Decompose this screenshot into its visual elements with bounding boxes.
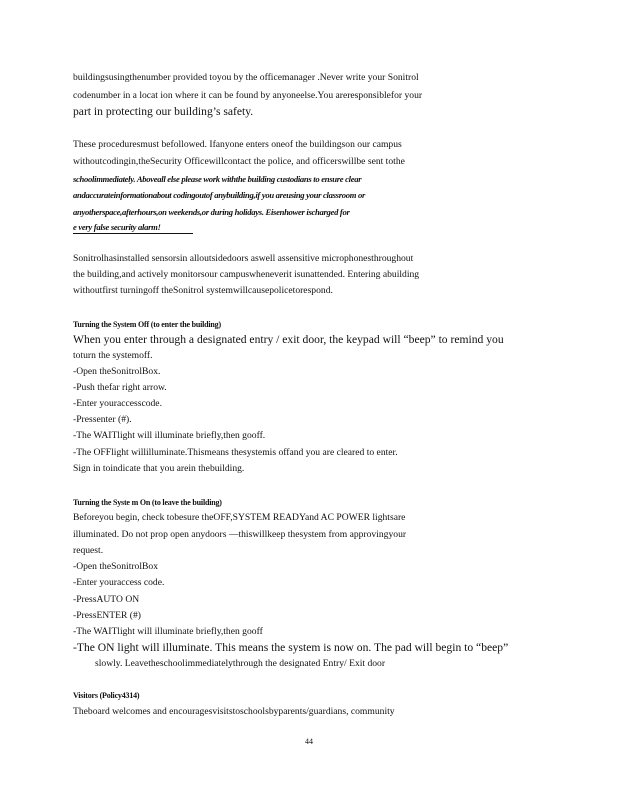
list-item: -Enter youraccess code. (73, 577, 165, 588)
text-line: When you enter through a designated entry / exit door, the keypad will “beep” to remind you (73, 333, 504, 346)
list-item: -Push thefar right arrow. (73, 382, 167, 393)
text-line: withoutfirst turningoff theSonitrol systemwillcausepolicetorespond. (73, 285, 333, 296)
list-item: -The WAITlight will illuminate briefly,then gooff (73, 626, 263, 637)
section-heading: Turning the System Off (to enter the building) (73, 320, 221, 329)
text-line: withoutcodingin,theSecurity Officewillcontact the police, and officerswillbe sent tothe (73, 156, 405, 167)
section-heading: Turning the Syste m On (to leave the building) (73, 498, 222, 507)
page-number: 44 (305, 737, 313, 746)
list-item: -Pressenter (#). (73, 414, 132, 425)
text-line: These proceduresmust befollowed. Ifanyone enters oneof the buildingson our campus (73, 139, 402, 150)
list-item: -The WAITlight will illuminate briefly,then gooff. (73, 430, 266, 441)
text-line: buildingsusingthenumber provided toyou by the officemanager .Never write your Sonitrol (73, 72, 419, 83)
section-heading: Visitors (Policy4314) (73, 691, 140, 700)
text-line: slowly. Leavetheschoolimmediatelythrough the designated Entry/ Exit door (95, 658, 386, 669)
list-item: -PressAUTO ON (73, 594, 140, 605)
text-line: e very false security alarm! (73, 221, 193, 234)
list-item: -The ON light will illuminate. This means the system is now on. The pad will begin to “beep” (73, 641, 509, 654)
text-line: the building,and actively monitorsour campuswheneverit isunattended. Entering abuilding (73, 269, 420, 280)
text-line: illuminated. Do not prop open anydoors —thiswillkeep thesystem from approvingyour (73, 529, 407, 540)
text-line: Beforeyou begin, check tobesure theOFF,SYSTEM READYand AC POWER lightsare (73, 512, 406, 523)
text-line: toturn the systemoff. (73, 350, 153, 361)
list-item: -Open theSonitrolBox. (73, 366, 161, 377)
text-line: part in protecting our building’s safety. (73, 105, 254, 118)
text-line: schoolimmediately. Aboveall else please work withthe building custodians to ensure clear (73, 174, 362, 184)
list-item: -Open theSonitrolBox (73, 561, 159, 572)
list-item: -Enter youraccesscode. (73, 398, 162, 409)
text-line: Theboard welcomes and encouragesvisitstoschoolsbyparents/guardians, community (73, 706, 395, 717)
text-line: codenumber in a locat ion where it can be found by anyoneelse.You areresponsiblefor your (73, 90, 423, 101)
text-line: Sign in toindicate that you arein thebuilding. (73, 463, 245, 474)
text-line: andaccurateinformationabout codingoutof anybuilding,if you areusing your classroom or (73, 190, 366, 200)
list-item: -The OFFlight willilluminate.Thismeans thesystemis offand you are cleared to enter. (73, 447, 398, 458)
text-line: Sonitrolhasinstalled sensorsin alloutsidedoors aswell assensitive microphonesthroughout (73, 253, 414, 264)
list-item: -PressENTER (#) (73, 610, 141, 621)
text-line: request. (73, 545, 104, 556)
text-line: anyotherspace,afterhours,on weekends,or during holidays. Eisenhower ischarged for (73, 207, 350, 217)
